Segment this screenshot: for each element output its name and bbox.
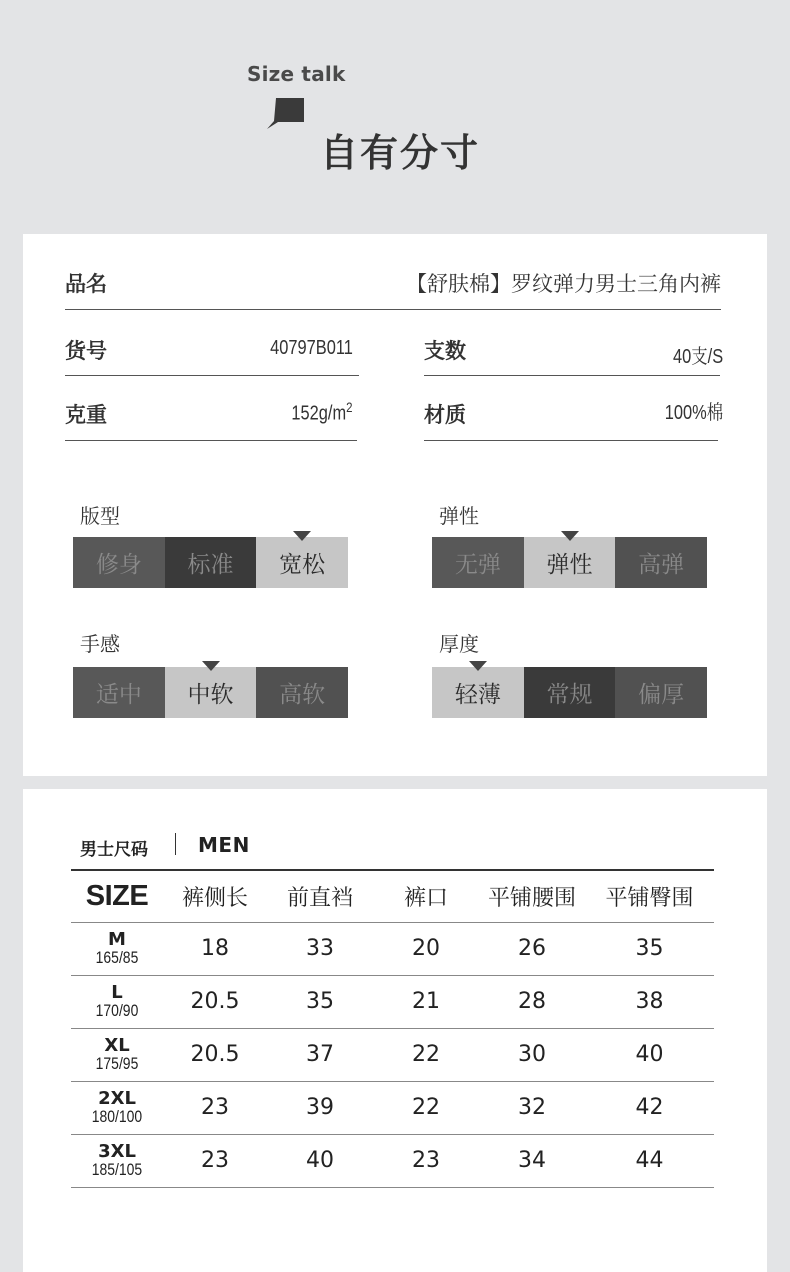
attribute-option-label: 标准 — [187, 552, 234, 578]
attribute-option-label: 中软 — [187, 682, 234, 708]
table-cell: 40 — [585, 1028, 714, 1081]
table-cell: 20.5 — [163, 1028, 267, 1081]
weight-label: 克重 — [65, 403, 107, 427]
attribute-title: 弹性 — [439, 504, 479, 528]
attribute-option — [165, 537, 257, 588]
size-code: L — [111, 982, 123, 1003]
size-body-measure: 175/95 — [95, 1054, 139, 1073]
size-cell — [71, 975, 163, 1028]
attribute-segmented-control — [432, 667, 707, 718]
attribute-option — [432, 537, 524, 588]
attribute-option-label: 高软 — [279, 682, 326, 708]
speech-bubble-icon — [266, 97, 306, 131]
column-header: 前直裆 — [267, 870, 373, 922]
table-cell: 35 — [267, 975, 373, 1028]
table-cell: 37 — [267, 1028, 373, 1081]
size-cell — [71, 1134, 163, 1187]
size-chart-gender: MEN — [198, 833, 250, 857]
table-cell: 33 — [267, 922, 373, 975]
table-cell: 30 — [479, 1028, 585, 1081]
divider — [424, 440, 718, 441]
column-header: SIZE — [71, 870, 163, 922]
attribute-option — [615, 537, 707, 588]
size-chart-label: 男士尺码 — [80, 840, 148, 860]
size-body-measure: 180/100 — [91, 1107, 143, 1126]
attribute-option — [73, 537, 165, 588]
table-cell: 44 — [585, 1134, 714, 1187]
material-value: 100%棉 — [664, 402, 723, 424]
selected-indicator-icon — [469, 661, 487, 671]
table-cell: 20 — [373, 922, 479, 975]
table-cell: 34 — [479, 1134, 585, 1187]
table-row — [71, 922, 714, 975]
sku-label: 货号 — [65, 339, 107, 363]
size-cell — [71, 922, 163, 975]
attribute-option-selected — [165, 667, 257, 718]
table-header-row — [71, 870, 714, 922]
weight-value: $152g/m^2$ — [291, 399, 353, 425]
table-cell: 40 — [267, 1134, 373, 1187]
size-body-measure: 185/105 — [91, 1160, 143, 1179]
divider — [65, 309, 721, 310]
size-code: M — [108, 929, 126, 950]
size-cell — [71, 1081, 163, 1134]
attribute-option-selected — [524, 537, 616, 588]
table-row — [71, 1081, 714, 1134]
attribute-option — [524, 667, 616, 718]
table-cell: 42 — [585, 1081, 714, 1134]
table-cell: 39 — [267, 1081, 373, 1134]
column-header: 裤口 — [373, 870, 479, 922]
attribute-segmented-control — [73, 667, 348, 718]
table-cell: 22 — [373, 1081, 479, 1134]
sku-value: 40797B011 — [270, 337, 353, 359]
attribute-option-selected — [256, 537, 348, 588]
table-row — [71, 1134, 714, 1187]
attribute-option-label: 偏厚 — [638, 682, 685, 708]
separator — [175, 833, 176, 855]
attribute-option-selected — [432, 667, 524, 718]
size-table — [71, 869, 714, 1188]
size-code: 2XL — [98, 1088, 136, 1109]
attribute-option — [73, 667, 165, 718]
selected-indicator-icon — [293, 531, 311, 541]
count-label: 支数 — [424, 339, 466, 363]
attribute-option-label: 常规 — [546, 682, 593, 708]
attribute-option-label: 轻薄 — [454, 682, 501, 708]
table-cell: 21 — [373, 975, 479, 1028]
attribute-title: 手感 — [80, 632, 120, 656]
table-cell: 38 — [585, 975, 714, 1028]
product-name-label: 品名 — [65, 272, 107, 296]
table-cell: 23 — [163, 1081, 267, 1134]
attribute-title: 版型 — [80, 504, 120, 528]
attribute-option-label: 宽松 — [279, 552, 326, 578]
attribute-segmented-control — [432, 537, 707, 588]
attribute-option-label: 无弹 — [454, 552, 501, 578]
divider — [65, 375, 359, 376]
size-code: XL — [104, 1035, 130, 1056]
divider — [65, 440, 357, 441]
column-header: 平铺腰围 — [479, 870, 585, 922]
table-cell: 32 — [479, 1081, 585, 1134]
count-value: 40支/S — [672, 346, 723, 368]
header-title: 自有分寸 — [320, 131, 481, 175]
product-info-card — [23, 234, 767, 776]
table-cell: 18 — [163, 922, 267, 975]
attribute-segmented-control — [73, 537, 348, 588]
size-body-measure: 165/85 — [95, 948, 139, 967]
table-cell: 26 — [479, 922, 585, 975]
table-row — [71, 1028, 714, 1081]
header-subtitle: Size talk — [247, 62, 346, 86]
selected-indicator-icon — [202, 661, 220, 671]
selected-indicator-icon — [561, 531, 579, 541]
attribute-title: 厚度 — [439, 632, 479, 656]
attribute-option-label: 适中 — [95, 682, 142, 708]
divider — [424, 375, 720, 376]
size-code: 3XL — [98, 1141, 136, 1162]
column-header: 平铺臀围 — [585, 870, 714, 922]
product-name-value: 【舒肤棉】罗纹弹力男士三角内裤 — [406, 272, 721, 296]
attribute-option-label: 弹性 — [546, 552, 593, 578]
table-row — [71, 975, 714, 1028]
table-cell: 20.5 — [163, 975, 267, 1028]
table-cell: 23 — [373, 1134, 479, 1187]
table-cell: 23 — [163, 1134, 267, 1187]
table-cell: 28 — [479, 975, 585, 1028]
table-cell: 22 — [373, 1028, 479, 1081]
attribute-option — [256, 667, 348, 718]
column-header: 裤侧长 — [163, 870, 267, 922]
size-cell — [71, 1028, 163, 1081]
size-body-measure: 170/90 — [95, 1001, 139, 1020]
table-cell: 35 — [585, 922, 714, 975]
material-label: 材质 — [424, 403, 466, 427]
size-chart-card — [23, 789, 767, 1272]
attribute-option — [615, 667, 707, 718]
attribute-option-label: 高弹 — [638, 552, 685, 578]
attribute-option-label: 修身 — [95, 552, 142, 578]
